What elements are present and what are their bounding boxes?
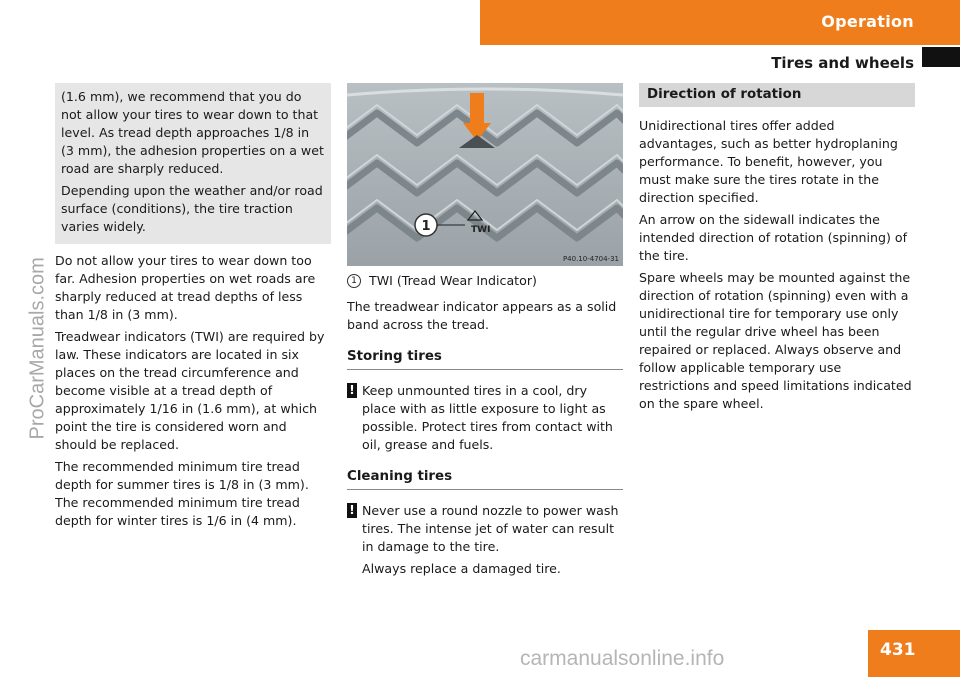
paragraph: The treadwear indicator appears as a solid band across the tread. bbox=[347, 299, 617, 332]
heading-storing-tires: Storing tires bbox=[347, 348, 623, 370]
section-title: Operation bbox=[821, 12, 914, 31]
warning-icon: ! bbox=[347, 383, 357, 398]
paragraph: Do not allow your tires to wear down too far. Adhesion properties on wet roads are sharply reduced at tread depths of less than 1/8 in (3 mm). bbox=[55, 253, 316, 322]
paragraph: Always replace a damaged tire. bbox=[362, 561, 561, 576]
page-number-tab bbox=[868, 630, 960, 677]
page-number: 431 bbox=[880, 640, 916, 660]
caption-text: TWI (Tread Wear Indicator) bbox=[369, 273, 537, 288]
paragraph: Spare wheels may be mounted against the direction of rotation (spinning) even with a unidirectional tire for temporary use only until the regular drive wheel has been repaired or replaced. Always observe and follow applicable temporary use restrictions and speed limitations indicated on the spare wheel. bbox=[639, 270, 912, 411]
image-code: P40.10-4704-31 bbox=[562, 255, 619, 263]
footer-watermark: carmanualsonline.info bbox=[520, 647, 725, 670]
paragraph: Treadwear indicators (TWI) are required by law. These indicators are located in six places on the tread circumference and become visible at a tread depth of approximately 1/16 in (1.6 mm), at which point the tire is considered worn and should be replaced. bbox=[55, 329, 325, 452]
caption-number: 1 bbox=[347, 274, 361, 288]
image-caption bbox=[347, 272, 623, 290]
header-marker bbox=[922, 47, 960, 67]
notice-text: Keep unmounted tires in a cool, dry place with as little exposure to light as possible. Protect tires from contact with oil, grease and fuels. bbox=[362, 383, 613, 452]
paragraph: The recommended minimum tire tread depth for summer tires is 1/8 in (3 mm). The recommended minimum tire tread depth for winter tires is 1/6 in (4 mm). bbox=[55, 459, 309, 528]
column-3 bbox=[639, 83, 915, 417]
info-box-text-2: Depending upon the weather and/or road surface (conditions), the tire traction varies widely. bbox=[61, 183, 323, 234]
info-box-text-1: (1.6 mm), we recommend that you do not allow your tires to wear down to that level. As tread depth approaches 1/8 in (3 mm), the adhesion properties on a wet road are sharply reduced. bbox=[61, 89, 324, 176]
subsection-title: Tires and wheels bbox=[771, 54, 914, 72]
tire-tread-image bbox=[347, 83, 623, 266]
notice-text: Never use a round nozzle to power wash tires. The intense jet of water can result in damage to the tire. bbox=[362, 503, 619, 554]
image-callout: 1 bbox=[421, 219, 431, 234]
column-2 bbox=[347, 83, 623, 582]
notice-cleaning bbox=[347, 502, 623, 556]
column-1 bbox=[55, 83, 331, 534]
heading-cleaning-tires: Cleaning tires bbox=[347, 468, 623, 490]
notice-storing bbox=[347, 382, 623, 454]
warning-icon: ! bbox=[347, 503, 357, 518]
section-tab bbox=[480, 0, 960, 45]
image-twi-label: TWI bbox=[471, 225, 491, 235]
heading-direction-of-rotation: Direction of rotation bbox=[639, 83, 915, 107]
paragraph: Unidirectional tires offer added advantages, such as better hydroplaning performance. To benefit, however, you must make sure the tires rotate in the direction specified. bbox=[639, 118, 898, 205]
info-box bbox=[55, 83, 331, 244]
side-watermark: ProCarManuals.com bbox=[26, 257, 49, 440]
paragraph: An arrow on the sidewall indicates the intended direction of rotation (spinning) of the tire. bbox=[639, 212, 908, 263]
